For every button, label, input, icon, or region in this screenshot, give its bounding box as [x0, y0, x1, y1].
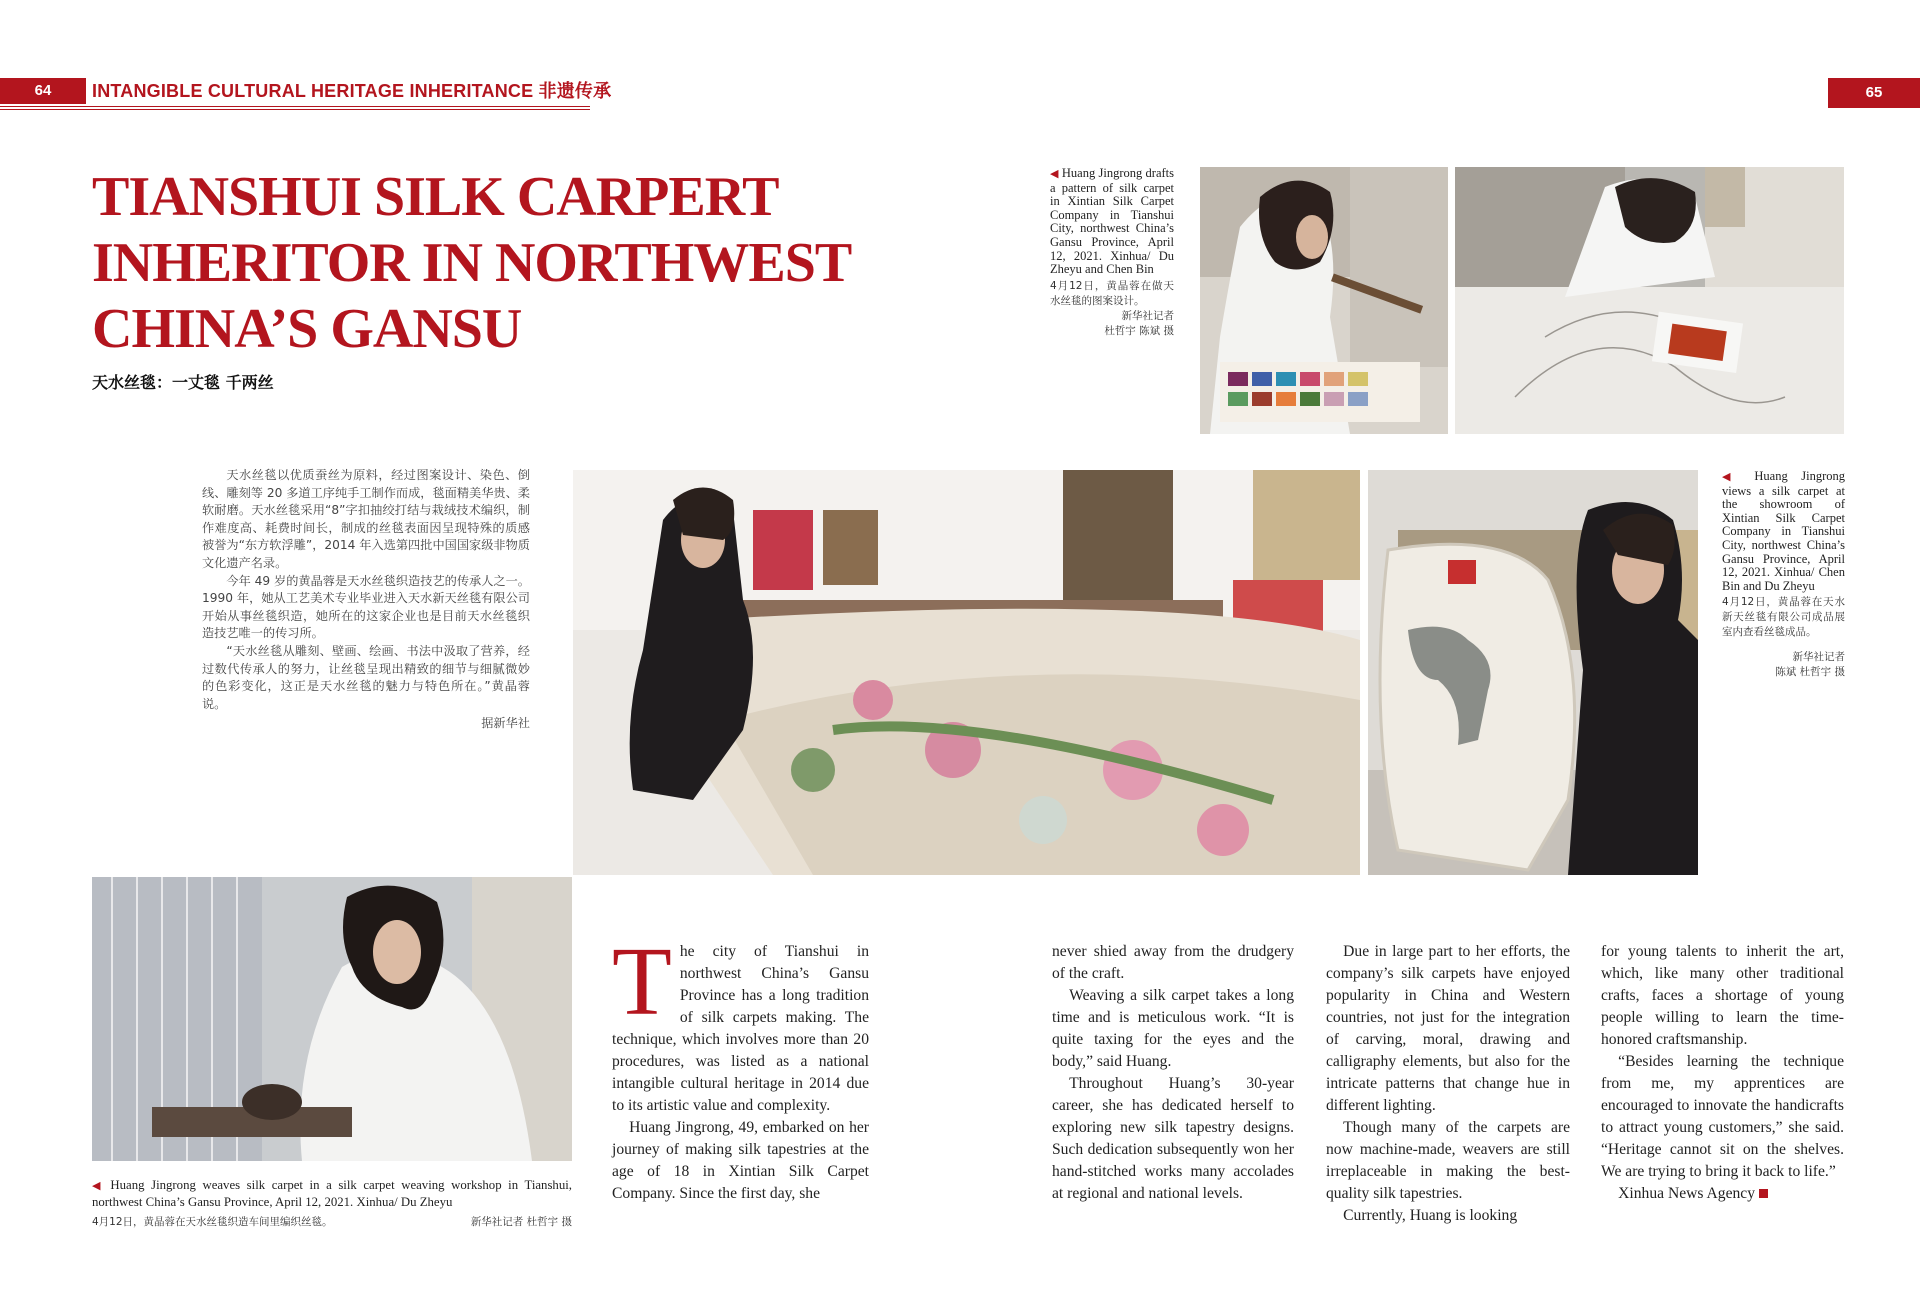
section-title: INTANGIBLE CULTURAL HERITAGE INHERITANCE 非遗传承: [92, 81, 612, 101]
caption-text-cn: 4月12日，黄晶蓉在做天水丝毯的图案设计。: [1050, 279, 1174, 307]
right-page-number: 65: [1828, 78, 1920, 108]
photo-showroom-peony-carpet: [573, 470, 1360, 875]
caption-text-cn: 4月12日，黄晶蓉在天水新天丝毯有限公司成品展室内查看丝毯成品。: [1722, 596, 1845, 639]
photo-drafting-sketch: [1455, 167, 1844, 434]
photo-showroom-horse-carpet: [1368, 470, 1698, 875]
drop-cap: T: [612, 928, 672, 1036]
header-rule: [0, 109, 590, 110]
caption-credit: 杜哲宇 陈斌 摄: [1104, 324, 1174, 337]
title-line: CHINA’S GANSU: [92, 298, 522, 360]
cn-source: 据新华社: [481, 716, 530, 731]
caption-arrow-icon: ◀: [92, 1180, 104, 1192]
en-paragraph: Though many of the carpets are now machine-made, weavers are still irreplaceable in making the best-quality silk tapestries.: [1326, 1119, 1570, 1202]
caption-credit: 新华社记者: [1792, 651, 1845, 664]
photo-weaving-workshop: [92, 877, 572, 1161]
article-title: [92, 164, 892, 362]
end-mark-icon: [1759, 1189, 1768, 1198]
en-paragraph: for young talents to inherit the art, which, like many other traditional crafts, faces a shortage of young people willing to learn the time-honored craftsmanship.: [1601, 943, 1844, 1048]
title-line: TIANSHUI SILK CARPERT: [92, 166, 779, 228]
en-paragraph: Throughout Huang’s 30-year career, she has dedicated herself to exploring new silk tapestry designs. Such dedication subsequently won her hand-stitched works many accolades at regional and national levels.: [1052, 1075, 1294, 1202]
caption-text-en: Huang Jingrong views a silk carpet at the showroom of Xintian Silk Carpet Company in Tianshui City, northwest China’s Gansu Province, April 12, 2021. Xinhua/ Chen Bin and Du Zheyu: [1722, 469, 1846, 593]
bottom-photo-caption: [92, 1177, 572, 1210]
english-column-4: [1601, 941, 1844, 1205]
caption-credit: 新华社记者: [1121, 309, 1174, 322]
en-paragraph: Due in large part to her efforts, the company’s silk carpets have enjoyed popularity in China and Western countries, not just for the integration of carving, moral, drawing and calligraphy elements, but also for the intricate patterns that change hue in different lighting.: [1326, 943, 1570, 1114]
en-paragraph: Currently, Huang is looking: [1343, 1207, 1518, 1224]
photo-drafting-palette: [1200, 167, 1448, 434]
left-page-number: 64: [0, 78, 86, 104]
header-rule: [0, 106, 590, 107]
article-subtitle: 天水丝毯：一丈毯 千两丝: [92, 373, 274, 392]
english-column-3: [1326, 941, 1570, 1227]
caption-text-en: Huang Jingrong weaves silk carpet in a silk carpet weaving workshop in Tianshui, northwest China’s Gansu Province, April 12, 2021. Xinhua/ Du Zheyu: [92, 1178, 572, 1209]
left-page-header: [0, 78, 612, 108]
title-line: INHERITOR IN NORTHWEST: [92, 232, 852, 294]
cn-paragraph: “天水丝毯从雕刻、壁画、绘画、书法中汲取了营养，经过数代传承人的努力，让丝毯呈现出精致的细节与细腻微妙的色彩变化，这正是天水丝毯的魅力与特色所在。”黄晶蓉说。: [202, 643, 530, 711]
caption-text-en: Huang Jingrong drafts a pattern of silk carpet in Xintian Silk Carpet Company in Tianshui City, northwest China’s Gansu Province, April 12, 2021. Xinhua/ Du Zheyu and Chen Bin: [1050, 166, 1174, 277]
english-column-2: [1052, 941, 1294, 1205]
bottom-caption-cn: 4月12日，黄晶蓉在天水丝毯织造车间里编织丝毯。: [92, 1216, 333, 1228]
chinese-article-body: [202, 467, 530, 733]
cn-paragraph: 今年 49 岁的黄晶蓉是天水丝毯织造技艺的传承人之一。1990 年，她从工艺美术专业毕业进入天水新天丝毯有限公司开始从事丝毯织造，她所在的这家企业也是目前天水丝毯织造技艺唯一的传习所。: [202, 573, 530, 641]
top-photo-caption: [1050, 167, 1174, 339]
en-paragraph: “Besides learning the technique from me, my apprentices are encouraged to innovate the handicrafts to attract young customers,” she said. “Heritage cannot sit on the shelves. We are trying to bring it back to life.”: [1601, 1053, 1844, 1180]
caption-arrow-icon: ◀: [1722, 471, 1741, 483]
en-paragraph: The city of Tianshui in northwest China’s Gansu Province has a long tradition of silk carpets making. The technique, which involves more than 20 procedures, was listed as a national intangible cultural heritage in 2014 due to its artistic value and complexity.: [612, 928, 869, 1114]
bottom-caption-credit: 新华社记者 杜哲宇 摄: [470, 1216, 572, 1228]
en-paragraph: [1601, 1183, 1844, 1205]
cn-paragraph: 天水丝毯以优质蚕丝为原料，经过图案设计、染色、倒线、雕刻等 20 多道工序纯手工制作而成，毯面精美华贵、柔软耐磨。天水丝毯采用“8”字扣抽绞打结与栽绒技术编织，制作难度高、耗费时间长，制成的丝毯表面因呈现特殊的质感被誉为“东方软浮雕”，2014 年入选第四批中国国家级非物质文化遗产名录。: [202, 468, 530, 570]
en-paragraph: never shied away from the drudgery of the craft.: [1052, 943, 1294, 982]
caption-credit: 陈斌 杜哲宇 摄: [1775, 666, 1845, 679]
caption-arrow-icon: ◀: [1050, 168, 1059, 180]
right-photo-caption: [1722, 470, 1845, 680]
en-paragraph: Weaving a silk carpet takes a long time and is meticulous work. “It is quite taxing for the eyes and the body,” said Huang.: [1052, 987, 1294, 1070]
english-column-1: [612, 928, 869, 1205]
signoff: Xinhua News Agency: [1618, 1185, 1756, 1202]
en-paragraph: Huang Jingrong, 49, embarked on her journey of making silk tapestries at the age of 18 in Xintian Silk Carpet Company. Since the first day, she: [612, 1119, 869, 1202]
